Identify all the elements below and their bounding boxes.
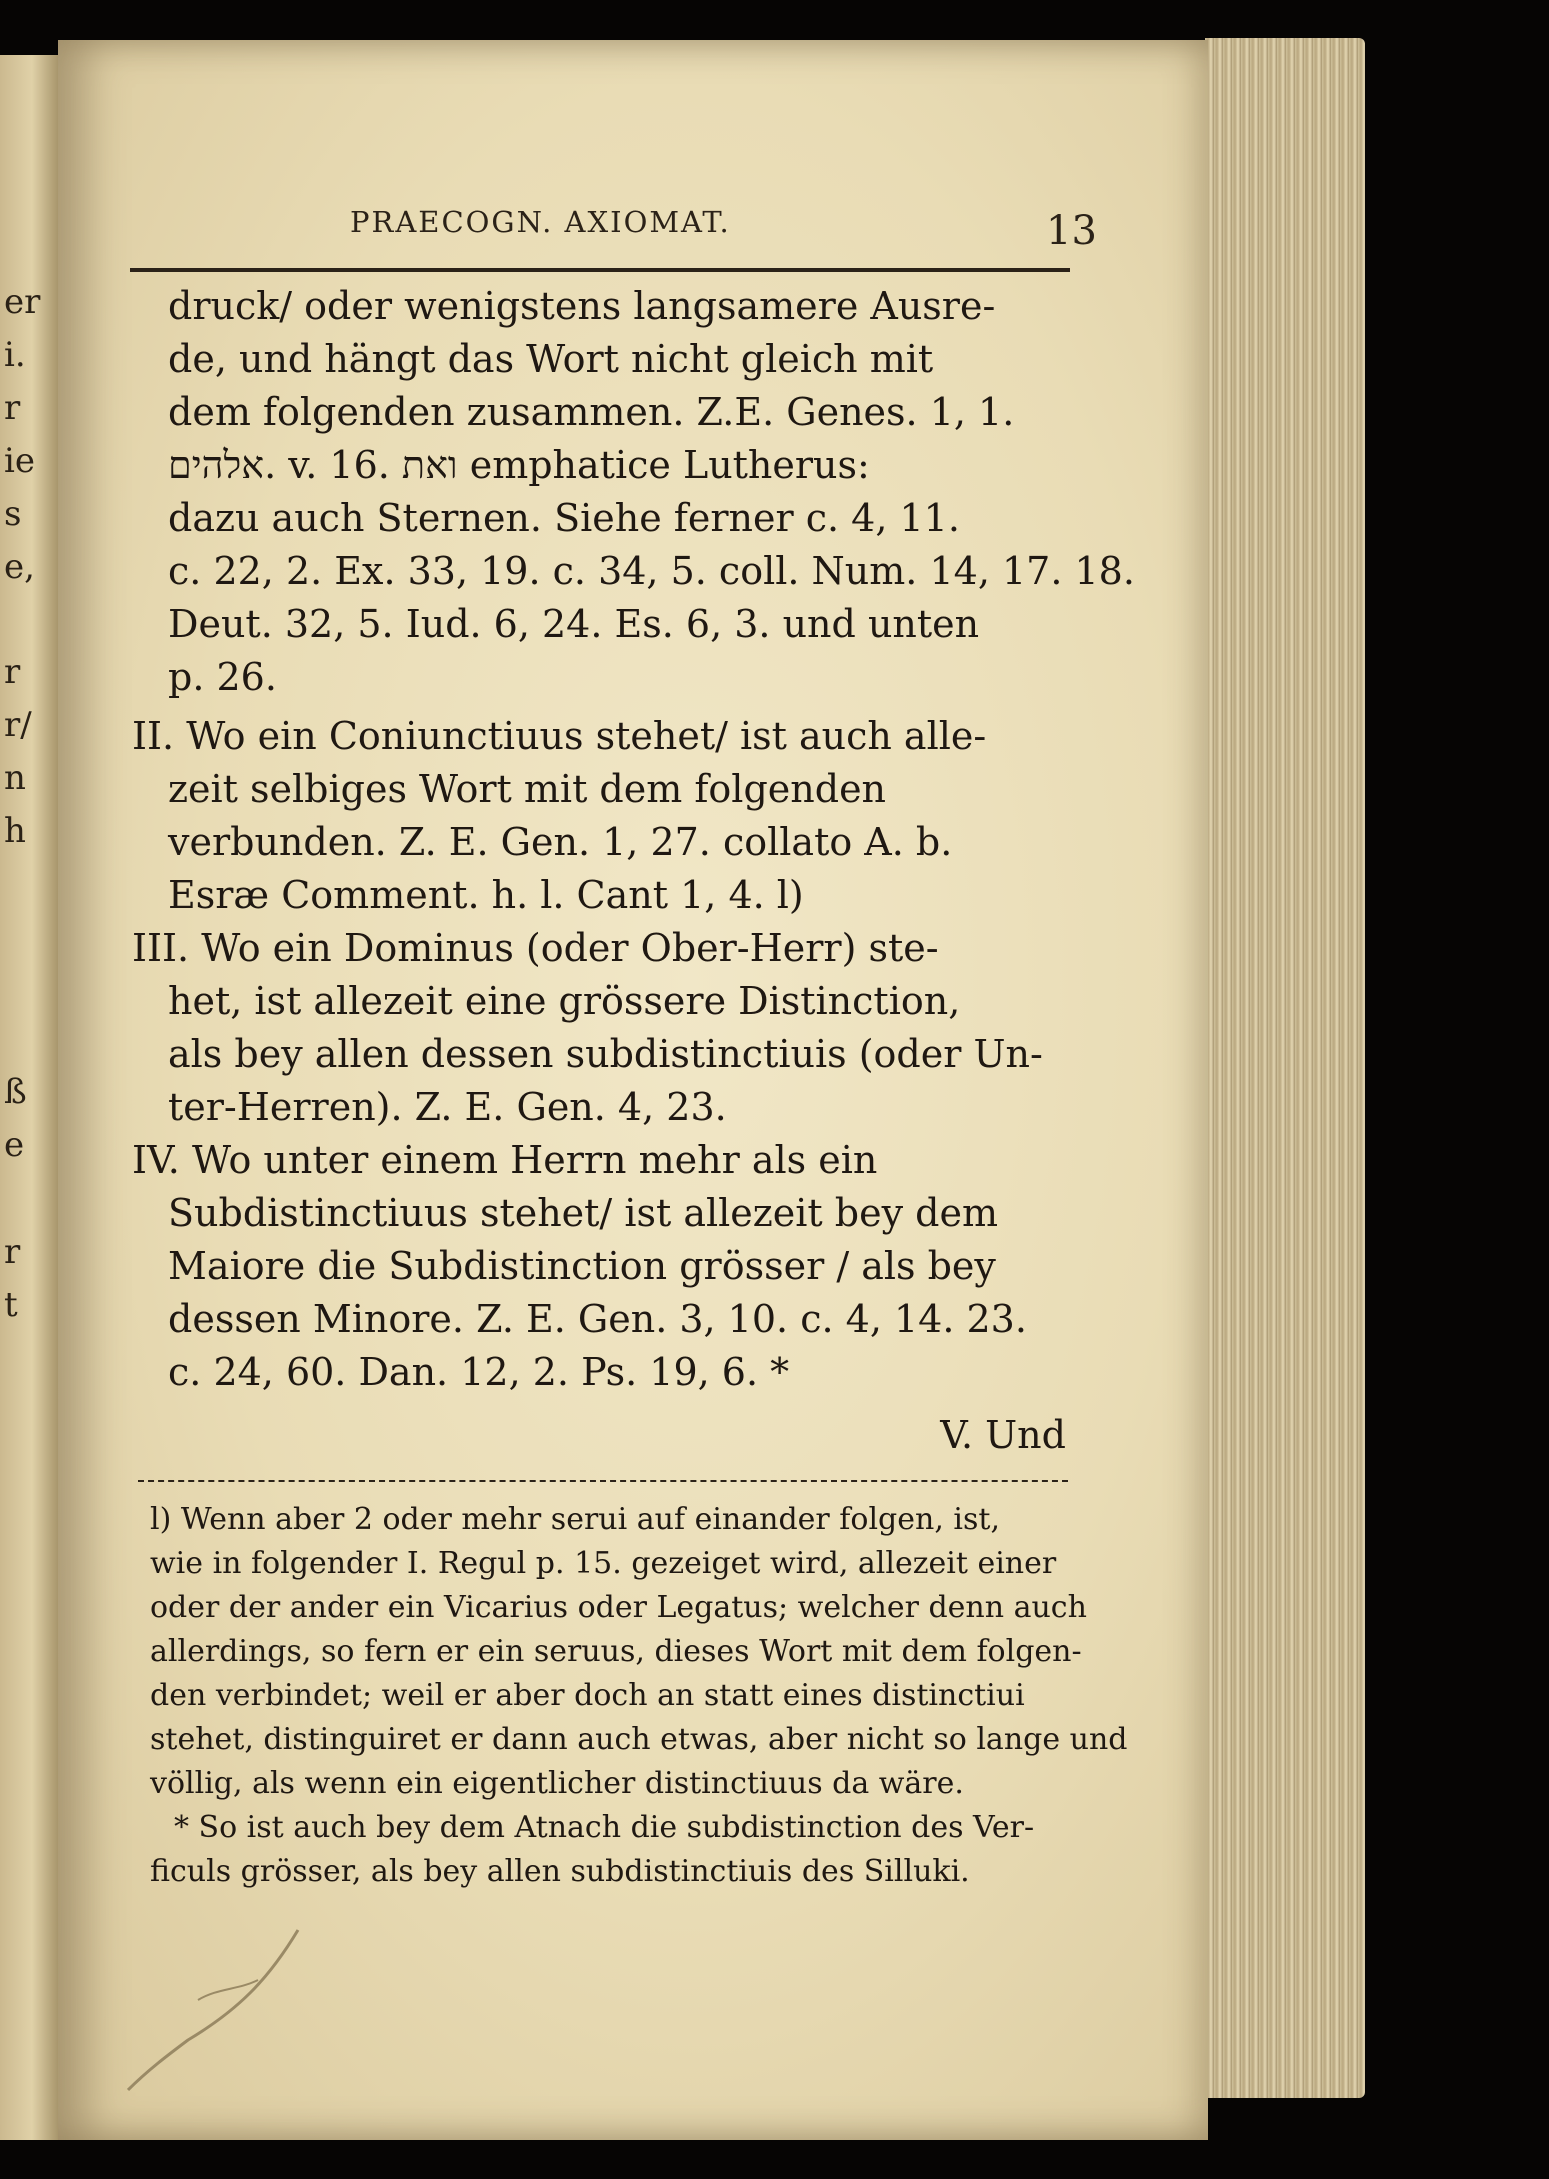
margin-fragment: ß bbox=[4, 1072, 27, 1112]
footnote-line: oder der ander ein Vicarius oder Legatus; welcher denn auch bbox=[150, 1590, 1087, 1625]
main-text bbox=[132, 280, 1135, 1399]
text-line: verbunden. Z. E. Gen. 1, 27. collato A. b. bbox=[168, 820, 953, 864]
margin-fragment: er bbox=[4, 282, 41, 322]
page-number: 13 bbox=[1046, 208, 1097, 254]
text-line: Esræ Comment. h. l. Cant 1, 4. l) bbox=[168, 873, 804, 917]
rule-iv bbox=[132, 1134, 1073, 1399]
footnote-line: l) Wenn aber 2 oder mehr serui auf einander folgen, ist, bbox=[150, 1502, 1000, 1537]
margin-fragment: r bbox=[4, 1232, 21, 1272]
text-line: c. 22, 2. Ex. 33, 19. c. 34, 5. coll. Num. 14, 17. 18. bbox=[168, 549, 1135, 593]
margin-fragment: e bbox=[4, 1125, 25, 1165]
rule-number: IV. bbox=[132, 1138, 180, 1182]
margin-fragment: s bbox=[4, 494, 22, 534]
text-line: Subdistinctiuus stehet/ ist allezeit bey dem bbox=[168, 1191, 998, 1235]
margin-fragment: e, bbox=[4, 547, 35, 587]
text-line: dessen Minore. Z. E. Gen. 3, 10. c. 4, 14. 23. bbox=[168, 1297, 1027, 1341]
margin-fragment: r/ bbox=[4, 705, 32, 745]
rule-iii bbox=[132, 922, 1073, 1134]
footnote-line: wie in folgender I. Regul p. 15. gezeiget wird, allezeit einer bbox=[150, 1546, 1057, 1581]
text-line: Wo unter einem Herrn mehr als ein bbox=[191, 1138, 878, 1182]
margin-fragment: r bbox=[4, 652, 21, 692]
footnote-line: * So ist auch bey dem Atnach die subdistinction des Ver- bbox=[174, 1810, 1035, 1845]
margin-fragment: n bbox=[4, 758, 26, 798]
page-block-edge bbox=[1205, 38, 1365, 2098]
footnote-line: völlig, als wenn ein eigentlicher distinctiuus da wäre. bbox=[150, 1766, 964, 1801]
text-line: Deut. 32, 5. Iud. 6, 24. Es. 6, 3. und unten bbox=[168, 602, 980, 646]
text-line: אלהים. v. 16. ואת emphatice Lutherus: bbox=[168, 443, 870, 487]
text-line: zeit selbiges Wort mit dem folgenden bbox=[168, 767, 887, 811]
left-page-edge bbox=[0, 55, 58, 2140]
text-line: dazu auch Sternen. Siehe ferner c. 4, 11. bbox=[168, 496, 960, 540]
text-line: Wo ein Dominus (oder Ober-Herr) ste- bbox=[201, 926, 939, 970]
rule-number: II. bbox=[132, 714, 175, 758]
rule-number: III. bbox=[132, 926, 190, 970]
footnote-rule bbox=[138, 1480, 1068, 1484]
running-title: PRAECOGN. AXIOMAT. bbox=[350, 205, 731, 239]
text-line: als bey allen dessen subdistinctiuis (oder Un- bbox=[168, 1032, 1043, 1076]
footnote-line: allerdings, so fern er ein seruus, dieses Wort mit dem folgen- bbox=[150, 1634, 1082, 1669]
text-line: het, ist allezeit eine grössere Distinction, bbox=[168, 979, 961, 1023]
paper-crease bbox=[118, 1920, 318, 2100]
text-line: Maiore die Subdistinction grösser / als bey bbox=[168, 1244, 996, 1288]
catchword: V. Und bbox=[940, 1413, 1066, 1457]
footnotes bbox=[150, 1498, 1128, 1894]
text-line: ter-Herren). Z. E. Gen. 4, 23. bbox=[168, 1085, 727, 1129]
header-rule bbox=[130, 268, 1070, 272]
margin-fragment: ie bbox=[4, 441, 35, 481]
rule-ii bbox=[132, 710, 1073, 922]
footnote-line: ficuls grösser, als bey allen subdistinctiuis des Silluki. bbox=[150, 1854, 970, 1889]
text-line: Wo ein Coniunctiuus stehet/ ist auch alle- bbox=[186, 714, 987, 758]
right-page bbox=[58, 40, 1208, 2140]
margin-fragment: t bbox=[4, 1285, 18, 1325]
text-line: dem folgenden zusammen. Z.E. Genes. 1, 1. bbox=[168, 390, 1015, 434]
margin-fragment: i. bbox=[4, 335, 26, 375]
text-line: de, und hängt das Wort nicht gleich mit bbox=[168, 337, 934, 381]
text-line: c. 24, 60. Dan. 12, 2. Ps. 19, 6. * bbox=[168, 1350, 790, 1394]
footnote-line: den verbindet; weil er aber doch an statt eines distinctiui bbox=[150, 1678, 1025, 1713]
text-line: p. 26. bbox=[168, 655, 277, 699]
footnote-line: stehet, distinguiret er dann auch etwas, aber nicht so lange und bbox=[150, 1722, 1128, 1757]
text-line: druck/ oder wenigstens langsamere Ausre- bbox=[168, 284, 996, 328]
margin-fragment: r bbox=[4, 388, 21, 428]
margin-fragment: h bbox=[4, 811, 26, 851]
